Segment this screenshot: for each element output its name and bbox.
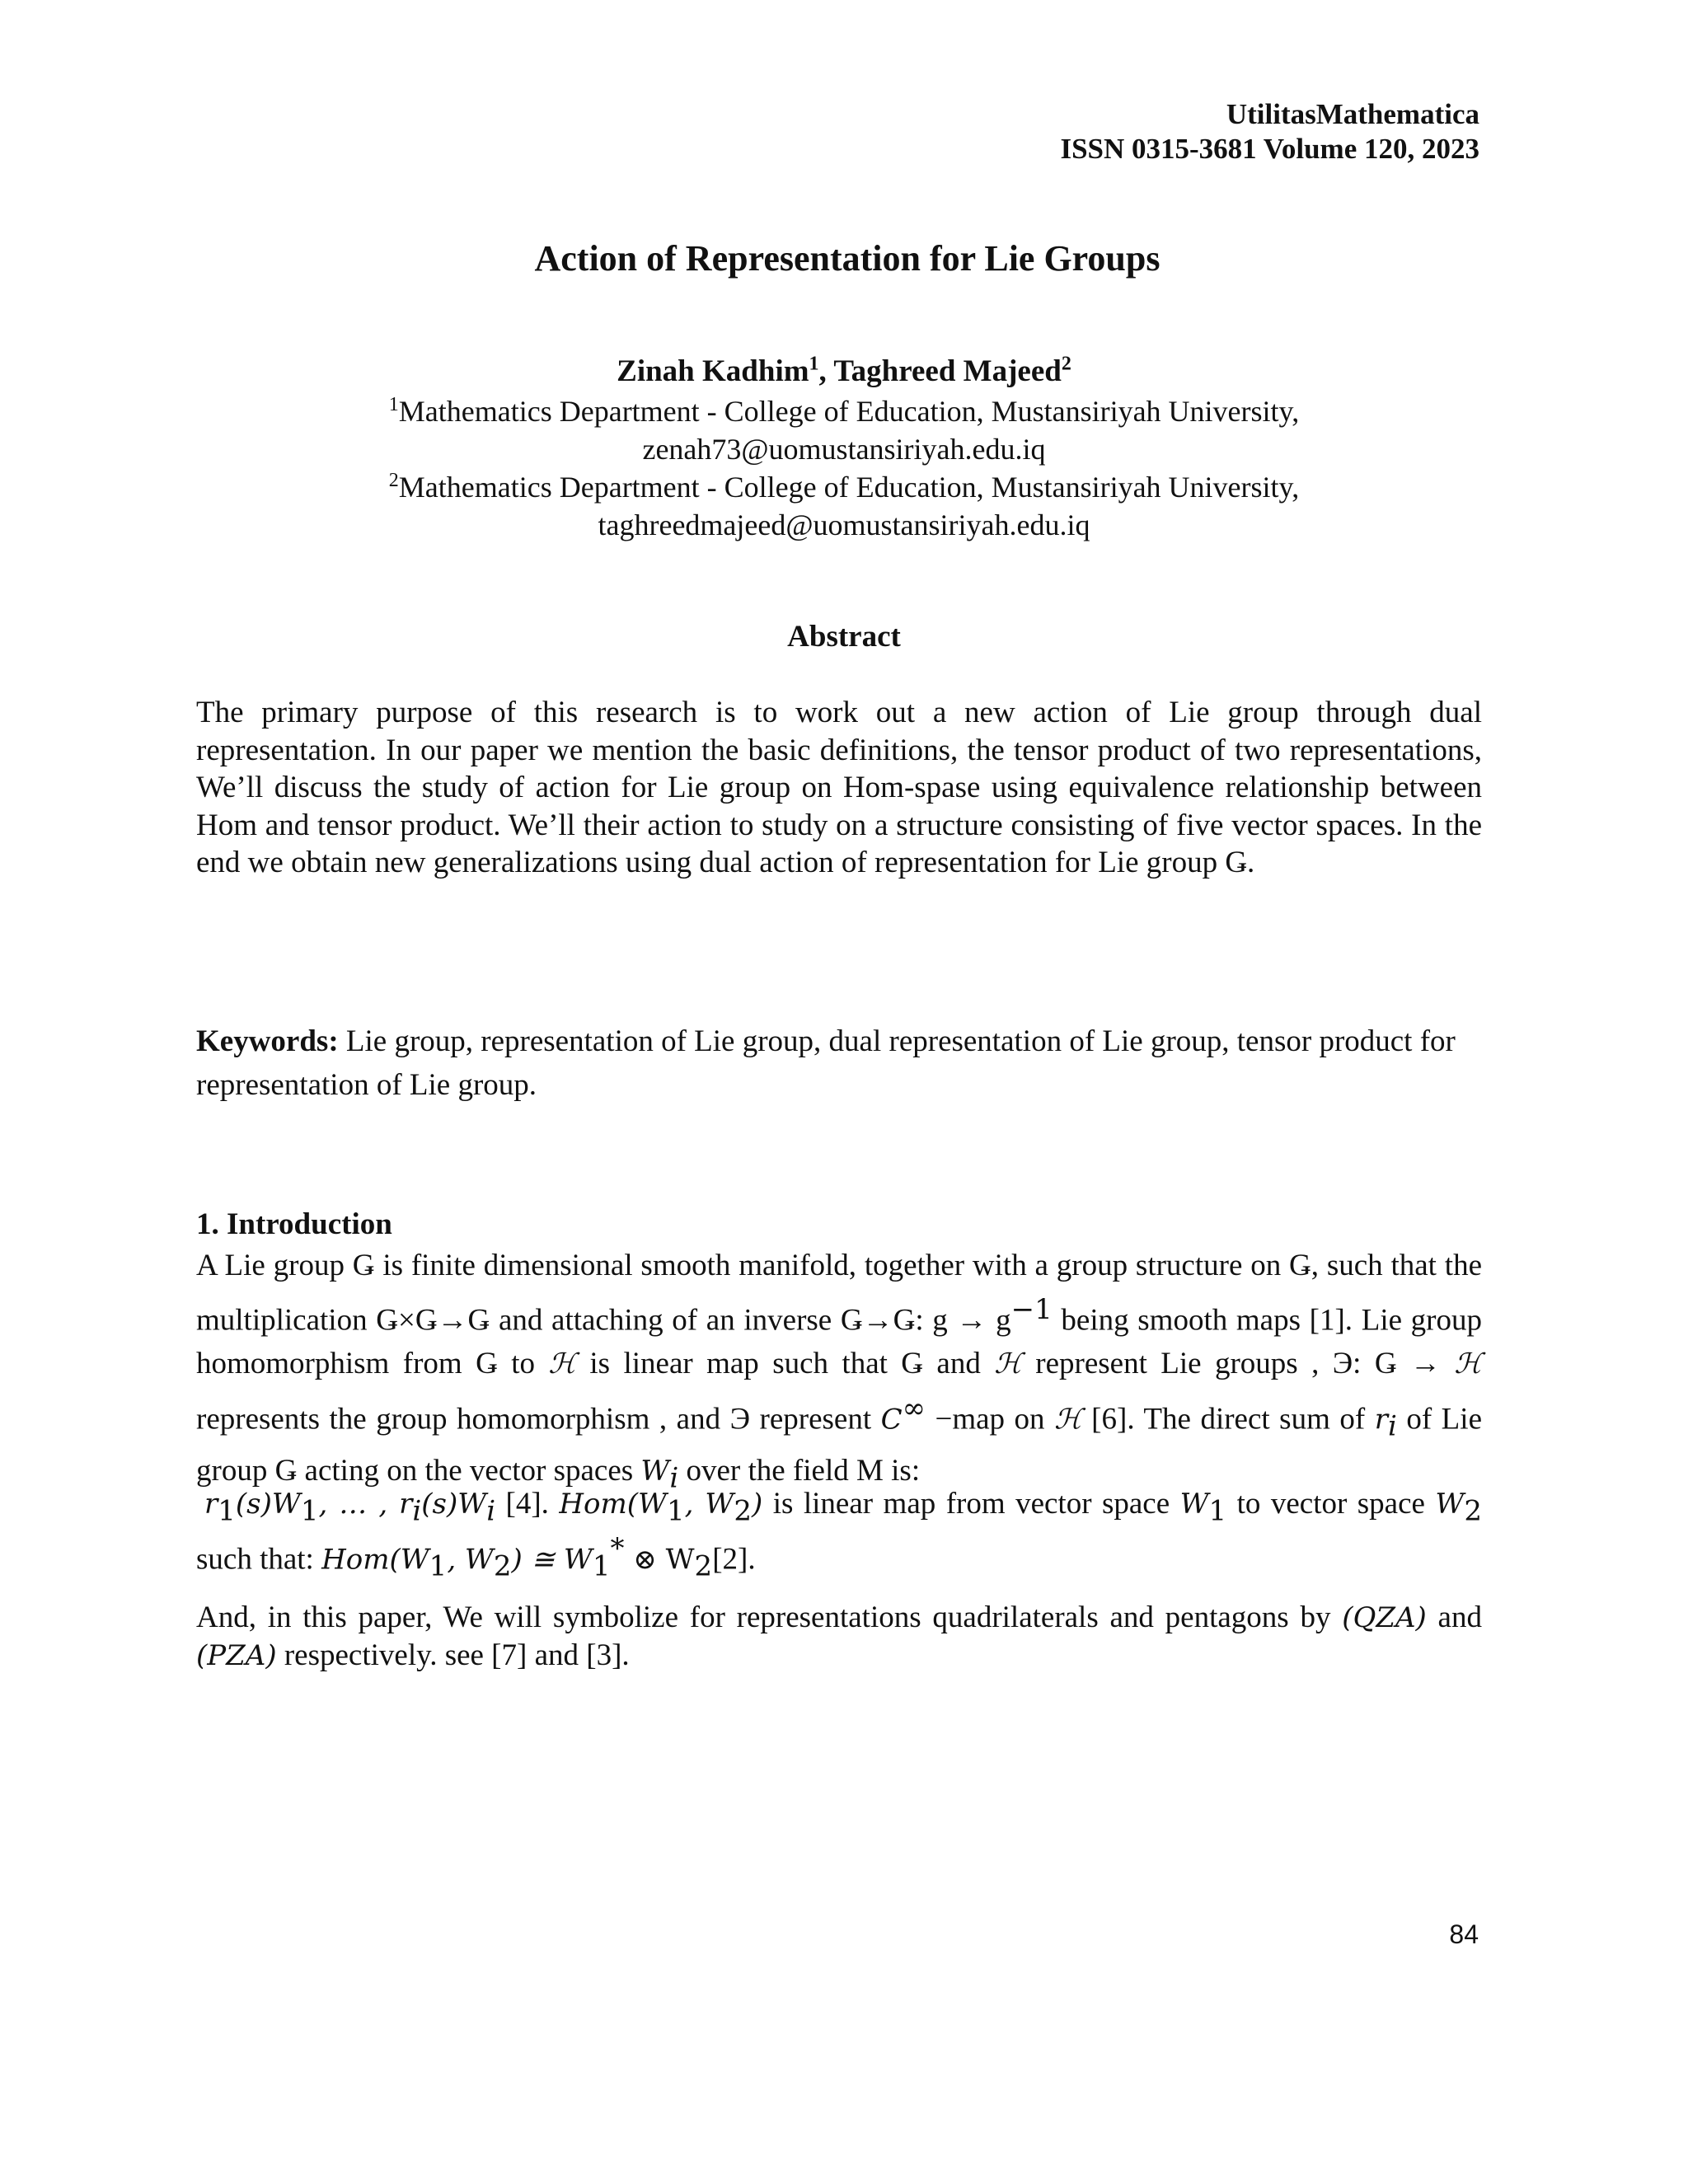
- affiliation-1: [0, 392, 1688, 430]
- pza-symbol: (PZA): [196, 1639, 277, 1672]
- intro-text: is linear map from vector space: [762, 1487, 1180, 1521]
- formula-sub: i: [412, 1494, 422, 1528]
- reference-2: [2].: [712, 1542, 756, 1577]
- lie-group-h-symbol: ℋ: [1054, 1403, 1082, 1436]
- journal-header: [1060, 97, 1479, 166]
- c-infinity-symbol: C: [880, 1403, 903, 1436]
- intro-text: And, in this paper, We will symbolize for representations quadrilaterals and pentagons by: [196, 1601, 1343, 1634]
- keywords-label: Keywords:: [196, 1024, 339, 1058]
- author-block: [0, 353, 1688, 544]
- formula-sub: 2: [493, 1550, 512, 1584]
- keywords-text: Lie group, representation of Lie group, dual representation of Lie group, tensor product for representation of Lie group.: [196, 1024, 1456, 1102]
- introduction-paragraph-2: [196, 1485, 1482, 1586]
- formula-sub: 2: [734, 1494, 753, 1528]
- email-1: zenah73@uomustansiriyah.edu.iq: [642, 433, 1046, 466]
- intro-text: and: [1426, 1601, 1482, 1634]
- intro-text: such that:: [196, 1542, 322, 1577]
- formula-sub: 1: [666, 1494, 685, 1528]
- hom-formula: Hom(W: [559, 1488, 667, 1521]
- affiliation-1-mark: 1: [388, 394, 399, 415]
- affiliation-1-text: Mathematics Department - College of Education, Mustansiriyah University,: [398, 395, 1300, 428]
- email-2: taghreedmajeed@uomustansiriyah.edu.iq: [598, 509, 1090, 541]
- hom-isomorphism-formula: ) ≅ W: [511, 1543, 593, 1577]
- formula-sub: 2: [1464, 1494, 1482, 1528]
- author-separator: ,: [818, 354, 834, 388]
- w1-symbol: W: [1179, 1488, 1209, 1521]
- intro-text-e: represents the group homomorphism , and Э represent: [196, 1402, 881, 1436]
- formula-sub: 1: [592, 1550, 611, 1584]
- lie-group-h-symbol: ℋ: [1454, 1347, 1482, 1381]
- formula-s-w: (s)W: [421, 1488, 487, 1521]
- lie-group-h-symbol: ℋ: [994, 1347, 1022, 1381]
- intro-text-a: A Lie group Ǥ is finite dimensional smooth manifold, together with a group structure on Ǥ, such that the multiplication Ǥ×Ǥ→Ǥ and attaching of an inverse Ǥ→Ǥ: g → g: [196, 1249, 1482, 1337]
- introduction-heading: 1. Introduction: [196, 1207, 392, 1241]
- formula-sub: 1: [218, 1494, 236, 1528]
- formula-r: r: [204, 1488, 218, 1521]
- dual-star: *: [610, 1532, 625, 1566]
- keywords: [196, 1019, 1482, 1107]
- formula-dots: , … , r: [318, 1488, 413, 1521]
- hom-formula: , W: [684, 1488, 734, 1521]
- formula-sub: i: [486, 1494, 496, 1528]
- formula-sub: 1: [1208, 1494, 1227, 1528]
- intro-text: respectively. see [7] and [3].: [276, 1638, 630, 1672]
- r-symbol: r: [1374, 1403, 1388, 1436]
- hom-isomorphism-formula: Hom(W: [321, 1543, 429, 1577]
- author-1: Zinah Kadhim: [617, 354, 809, 388]
- affiliation-2-text: Mathematics Department - College of Education, Mustansiriyah University,: [398, 471, 1300, 504]
- intro-text-b: being smooth maps [1]. Lie group homomorphism from Ǥ to: [196, 1302, 1483, 1381]
- inverse-exponent: −1: [1010, 1292, 1053, 1326]
- formula-sub: 1: [300, 1494, 319, 1528]
- qza-symbol: (QZA): [1342, 1601, 1427, 1634]
- abstract-text: The primary purpose of this research is to work out a new action of Lie group through dual representation. In our paper we mention the basic definitions, the tensor product of two representations, We’ll discuss the study of action for Lie group on Hom-spase using equivalence relationship between Hom and tensor product. We’ll their action to study on a structure consisting of five vector spaces. In the end we obtain new generalizations using dual action of representation for Lie group Ǥ.: [196, 696, 1482, 879]
- intro-text: to vector space: [1226, 1487, 1436, 1521]
- w-symbol: W: [640, 1455, 670, 1488]
- intro-text-h: of Lie group Ǥ acting on the vector spaces: [196, 1402, 1482, 1488]
- formula-sub: 1: [429, 1550, 448, 1584]
- formula-sub: 2: [694, 1550, 713, 1584]
- journal-issn: ISSN 0315-3681 Volume 120, 2023: [1060, 133, 1479, 165]
- author-names: [0, 353, 1688, 391]
- paper-title: Action of Representation for Lie Groups: [534, 238, 1160, 279]
- affiliation-2-mark: 2: [388, 470, 399, 491]
- infinity-exponent: ∞: [902, 1391, 926, 1425]
- introduction-paragraph-3: [196, 1599, 1482, 1675]
- w2-symbol: W: [1435, 1488, 1465, 1521]
- w-subscript: i: [669, 1461, 679, 1495]
- intro-text-f: −map on: [925, 1402, 1055, 1436]
- lie-group-h-symbol: ℋ: [548, 1347, 576, 1381]
- formula-s-w: (s)W: [235, 1488, 301, 1521]
- journal-name: UtilitasMathematica: [1226, 98, 1479, 130]
- tensor-formula: ⊗ W: [624, 1543, 695, 1577]
- r-subscript: i: [1387, 1409, 1397, 1443]
- abstract-heading: Abstract: [787, 620, 901, 654]
- intro-text-d: represent Lie groups , Э: Ǥ →: [1021, 1347, 1455, 1381]
- introduction-paragraph-1: [196, 1244, 1482, 1501]
- author-2-mark: 2: [1061, 353, 1071, 375]
- hom-isomorphism-formula: , W: [447, 1543, 494, 1577]
- affiliation-2: [0, 468, 1688, 506]
- intro-text-g: [6]. The direct sum of: [1081, 1402, 1375, 1436]
- author-2: Taghreed Majeed: [833, 354, 1062, 388]
- intro-text-c: is linear map such that Ǥ and: [575, 1347, 995, 1381]
- page-number: 84: [1449, 1919, 1479, 1949]
- reference-4: [4].: [495, 1487, 560, 1521]
- hom-formula: ): [752, 1488, 763, 1521]
- author-1-mark: 1: [809, 353, 819, 375]
- intro-text-i: over the field M is:: [678, 1454, 921, 1488]
